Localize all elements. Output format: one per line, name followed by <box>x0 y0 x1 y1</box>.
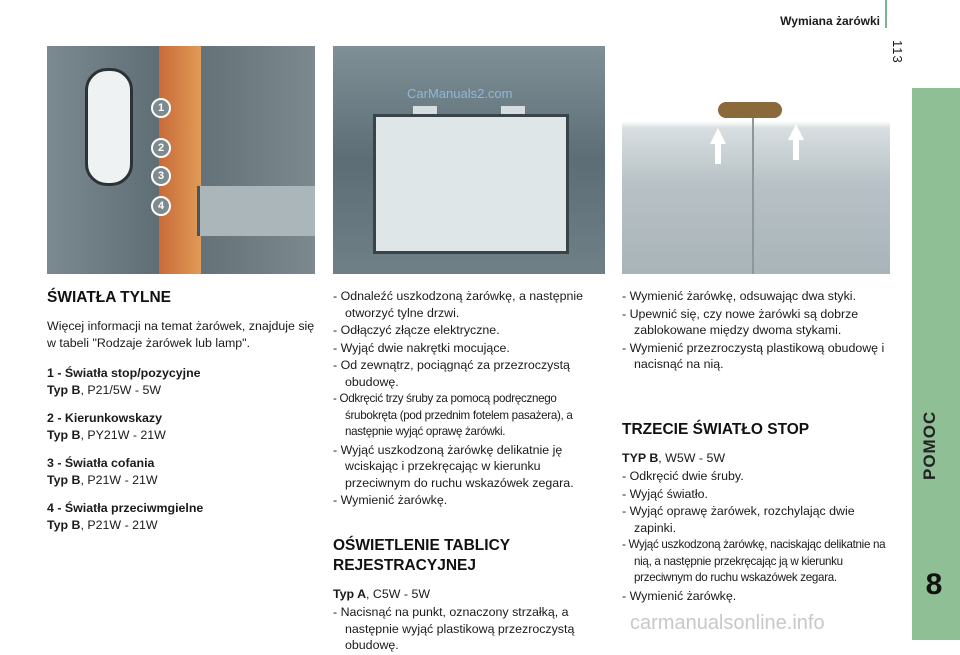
door-seam-line <box>752 118 754 274</box>
third-brake-type-value: , W5W - 5W <box>658 450 726 465</box>
chapter-number: 8 <box>925 568 943 601</box>
list-item: - Nacisnąć na punkt, oznaczony strzałką, a następnie wyjąć plastikową przezroczystą obudowę. <box>333 605 575 652</box>
header-rule <box>885 0 887 28</box>
lamp-item <box>47 500 315 533</box>
badge-1: 1 <box>151 98 171 118</box>
rear-light-steps-section <box>333 288 605 655</box>
mirror-shape <box>85 68 133 186</box>
footer-watermark: carmanualsonline.info <box>630 612 825 634</box>
page-header-title: Wymiana żarówki <box>780 14 880 28</box>
lamp-item <box>47 455 315 488</box>
third-brake-light-title: TRZECIE ŚWIATŁO STOP <box>622 420 810 438</box>
arrow-up-icon <box>788 124 804 140</box>
rear-lights-title: ŚWIATŁA TYLNE <box>47 289 171 306</box>
third-brake-steps-list <box>622 468 890 604</box>
list-item: - Odkręcić dwie śruby. <box>622 469 744 483</box>
lamp-type-value: , P21W - 21W <box>80 517 158 532</box>
list-item: - Odłączyć złącze elektryczne. <box>333 323 500 337</box>
photo-watermark: CarManuals2.com <box>407 86 513 101</box>
plate-bulb-right <box>501 106 525 114</box>
list-item: - Wyjąć uszkodzoną żarówkę delikatnie ję wciskając i przekręcając w kierunku przeciwnym do ruchu wskazówek zegara. <box>333 442 574 490</box>
list-item: - Wymienić przezroczystą plastikową obudowę i nacisnąć na nią. <box>622 340 885 371</box>
plate-type-value: , C5W - 5W <box>366 586 431 601</box>
list-item: - Wyjąć dwie nakrętki mocujące. <box>333 340 510 355</box>
list-item: - Wyjąć oprawę żarówek, rozchylając dwie zapinki. <box>622 504 855 535</box>
lamp-type-value: , PY21W - 21W <box>80 427 166 442</box>
chapter-label: POMOC <box>920 410 939 480</box>
chapter-side-tab <box>912 88 960 640</box>
list-item: - Odkręcić trzy śruby za pomocą podręcznego śrubokręta (pod przednim fotelem pasażera), a następnie wyjąć oprawę żarówki. <box>333 392 573 438</box>
arrow-up-icon <box>710 128 726 144</box>
lamp-item <box>47 410 315 443</box>
lamp-name: 4 - Światła przeciwmgielne <box>47 501 204 515</box>
list-item: - Wymienić żarówkę. <box>333 493 448 507</box>
plate-type-label: Typ A <box>333 586 367 601</box>
plate-bulb-left <box>413 106 437 114</box>
lamp-type-value: , P21W - 21W <box>80 472 158 487</box>
third-brake-type-label: TYP B <box>622 450 659 465</box>
badge-4: 4 <box>151 196 171 216</box>
list-item: - Wyjąć uszkodzoną żarówkę, naciskając delikatnie na nią, a następnie przekręcając ją w kierunku przeciwnym do ruchu wskazówek zegara. <box>622 538 886 584</box>
rear-lamp-shape <box>159 46 201 274</box>
body-panel-shape <box>197 186 315 236</box>
lamp-type-value: , P21/5W - 5W <box>80 382 162 397</box>
list-item: - Upewnić się, czy nowe żarówki są dobrze zablokowane między dwoma stykami. <box>622 306 859 337</box>
lamp-type-label: Typ B <box>47 517 81 532</box>
badge-3: 3 <box>151 166 171 186</box>
list-item: - Wymienić żarówkę, odsuwając dwa styki. <box>622 289 857 303</box>
lamp-name: 1 - Światła stop/pozycyjne <box>47 366 201 380</box>
plate-light-title: OŚWIETLENIE TABLICY REJESTRACYJNEJ <box>333 536 510 574</box>
rear-lights-intro: Więcej informacji na temat żarówek, znajduje się w tabeli "Rodzaje żarówek lub lamp". <box>47 319 315 350</box>
lamp-type-label: Typ B <box>47 427 81 442</box>
plate-light-steps-list <box>333 604 605 654</box>
rear-lights-section <box>47 288 315 545</box>
third-brake-light-section <box>622 288 890 605</box>
plate-recess-shape <box>373 114 569 254</box>
plate-light-photo <box>333 46 605 274</box>
plate-light-continued-list <box>622 288 890 373</box>
badge-2: 2 <box>151 138 171 158</box>
rear-light-steps-list <box>333 288 605 509</box>
list-item: - Wyjąć światło. <box>622 486 708 501</box>
page-number: 113 <box>890 40 905 64</box>
lamp-item <box>47 365 315 398</box>
third-brake-light-photo <box>622 46 890 274</box>
list-item: - Odnaleźć uszkodzoną żarówkę, a następnie otworzyć tylne drzwi. <box>333 289 584 320</box>
list-item: - Wymienić żarówkę. <box>622 588 737 603</box>
rear-light-cluster-photo <box>47 46 315 274</box>
lamp-name: 2 - Kierunkowskazy <box>47 411 163 425</box>
lamp-name: 3 - Światła cofania <box>47 456 155 470</box>
lamp-type-label: Typ B <box>47 472 81 487</box>
brake-lamp-shape <box>718 102 782 118</box>
list-item: - Od zewnątrz, pociągnąć za przezroczystą obudowę. <box>333 358 570 389</box>
lamp-type-label: Typ B <box>47 382 81 397</box>
